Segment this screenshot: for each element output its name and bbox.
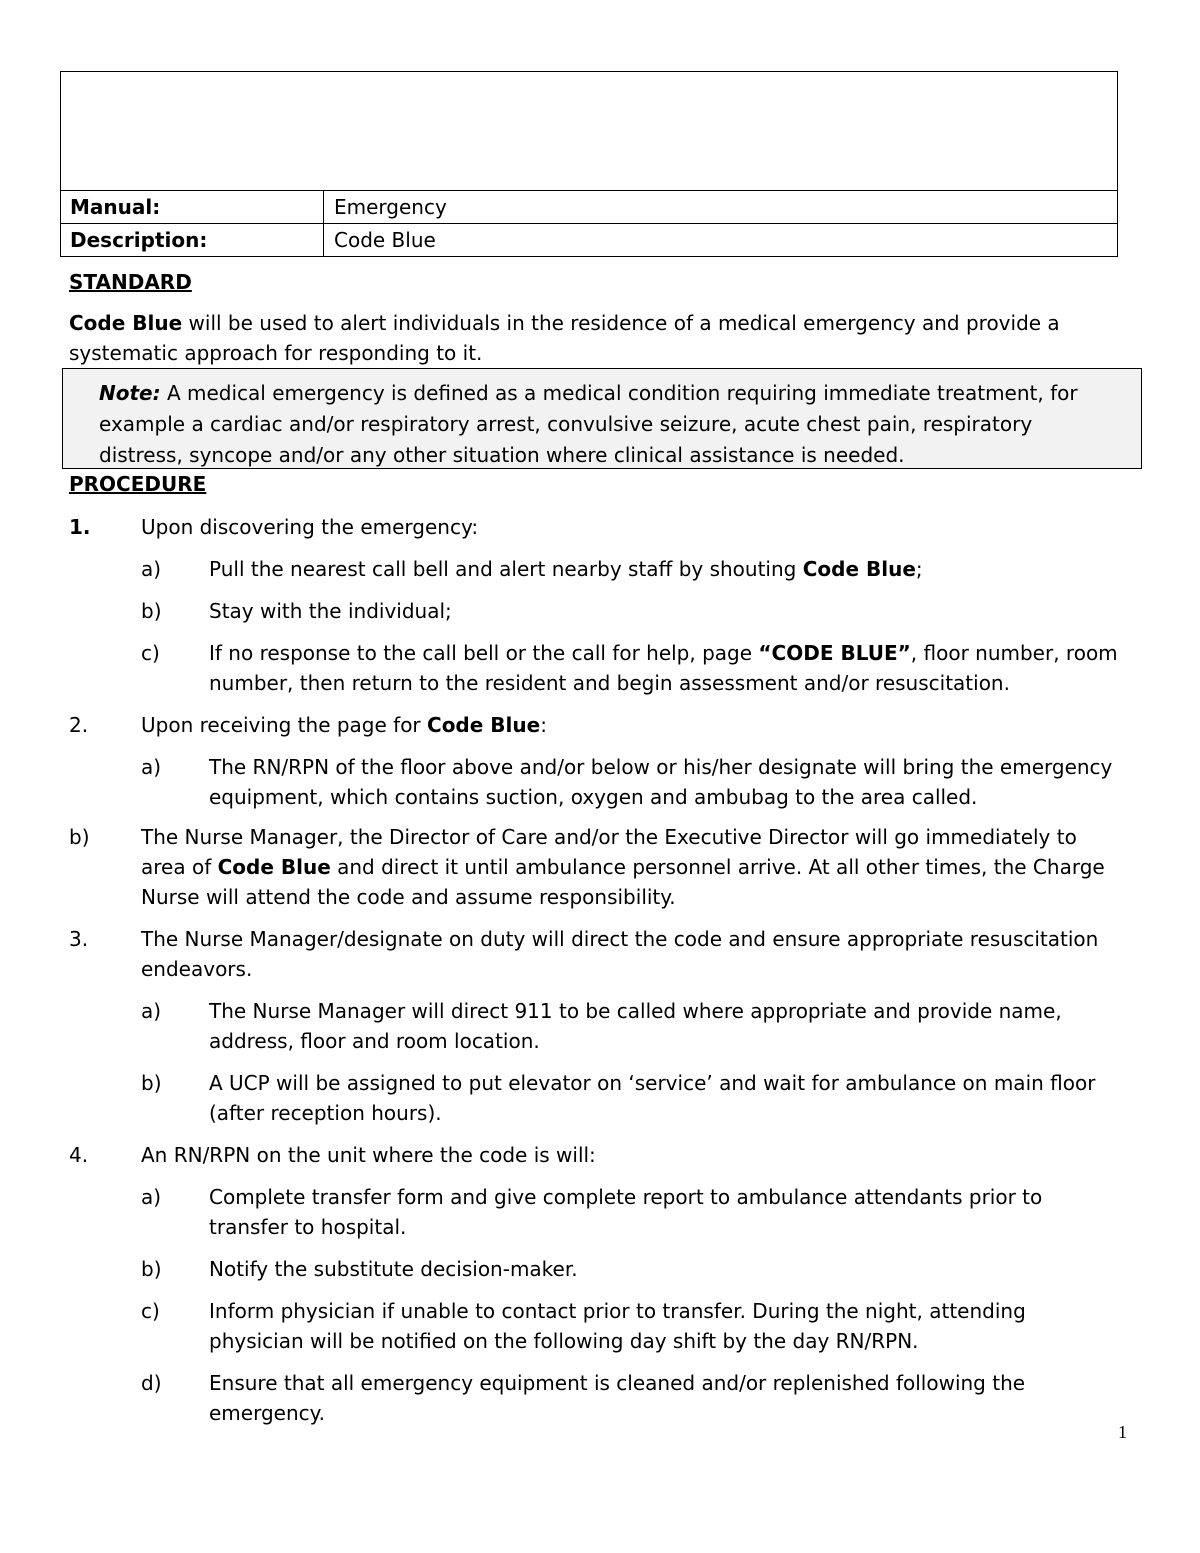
note-box (62, 368, 1142, 469)
step-1a (141, 554, 1121, 584)
step-1c-letter: c) (141, 641, 160, 665)
step-1b-text: Stay with the individual; (209, 599, 452, 623)
step-3a-letter: a) (141, 999, 162, 1023)
step-4b-text: Notify the substitute decision-maker. (209, 1257, 578, 1281)
note-text: A medical emergency is defined as a medical condition requiring immediate treatment, for example a cardiac and/or respiratory arrest, convulsive seizure, acute chest pain, respiratory distress, syncope and/or any other situation where clinical assistance is needed. (99, 381, 1078, 467)
step-4a (141, 1182, 1121, 1242)
step-4b-letter: b) (141, 1257, 162, 1281)
standard-paragraph (69, 308, 1119, 368)
step-1b (141, 596, 1121, 626)
step-4d-letter: d) (141, 1371, 162, 1395)
step-4a-letter: a) (141, 1185, 162, 1209)
step-4b (141, 1254, 1121, 1284)
step-3b (141, 1068, 1121, 1128)
step-4c-letter: c) (141, 1299, 160, 1323)
note-label: Note: (99, 381, 161, 405)
step-1c-text: If no response to the call bell or the call for help, page “CODE BLUE”, floor number, room number, then return to the resident and begin assessment and/or resuscitation. (209, 641, 1118, 695)
step-b (69, 822, 1119, 912)
step-2-number: 2. (69, 713, 89, 737)
procedure-heading: PROCEDURE (69, 472, 207, 496)
header-row-manual (61, 191, 1117, 224)
step-3a-text: The Nurse Manager will direct 911 to be called where appropriate and provide name, address, floor and room location. (209, 999, 1062, 1053)
step-1a-letter: a) (141, 557, 162, 581)
step-4-text: An RN/RPN on the unit where the code is will: (141, 1143, 596, 1167)
step-4d-text: Ensure that all emergency equipment is cleaned and/or replenished following the emergency. (209, 1371, 1026, 1425)
step-1-number: 1. (69, 515, 91, 539)
step-3 (69, 924, 1119, 984)
step-4a-text: Complete transfer form and give complete report to ambulance attendants prior to transfer to hospital. (209, 1185, 1043, 1239)
step-3b-letter: b) (141, 1071, 162, 1095)
step-1a-text: Pull the nearest call bell and alert nearby staff by shouting Code Blue; (209, 557, 923, 581)
description-label: Description: (61, 224, 324, 256)
page-number: 1 (1118, 1422, 1127, 1442)
standard-text: will be used to alert individuals in the residence of a medical emergency and provide a systematic approach for responding to it. (69, 311, 1060, 365)
step-3a (141, 996, 1121, 1056)
step-2-text: Upon receiving the page for Code Blue: (141, 713, 547, 737)
step-2a (141, 752, 1121, 812)
step-2 (69, 710, 1119, 740)
step-1c (141, 638, 1121, 698)
step-3-number: 3. (69, 927, 89, 951)
step-1 (69, 512, 1119, 542)
step-4 (69, 1140, 1119, 1170)
step-3-text: The Nurse Manager/designate on duty will direct the code and ensure appropriate resuscitation endeavors. (141, 927, 1099, 981)
header-row-description (61, 224, 1117, 256)
step-1b-letter: b) (141, 599, 162, 623)
step-1-text: Upon discovering the emergency: (141, 515, 479, 539)
manual-label: Manual: (61, 191, 324, 223)
step-4c-text: Inform physician if unable to contact prior to transfer. During the night, attending physician will be notified on the following day shift by the day RN/RPN. (209, 1299, 1026, 1353)
step-4-number: 4. (69, 1143, 89, 1167)
manual-value: Emergency (334, 195, 447, 219)
step-3b-text: A UCP will be assigned to put elevator on ‘service’ and wait for ambulance on main floor (after reception hours). (209, 1071, 1096, 1125)
standard-heading: STANDARD (69, 270, 192, 294)
step-2a-text: The RN/RPN of the floor above and/or below or his/her designate will bring the emergency equipment, which contains suction, oxygen and ambubag to the area called. (209, 755, 1113, 809)
standard-code-blue: Code Blue (69, 311, 183, 335)
header-logo-area (61, 72, 1117, 191)
step-2a-letter: a) (141, 755, 162, 779)
step-b-letter: b) (69, 825, 90, 849)
step-b-text: The Nurse Manager, the Director of Care and/or the Executive Director will go immediately to area of Code Blue and direct it until ambulance personnel arrive. At all other times, the Charge Nurse will attend the code and assume responsibility. (141, 825, 1105, 909)
description-value: Code Blue (334, 228, 436, 252)
step-4c (141, 1296, 1121, 1356)
step-4d (141, 1368, 1121, 1428)
header-table (60, 71, 1118, 257)
